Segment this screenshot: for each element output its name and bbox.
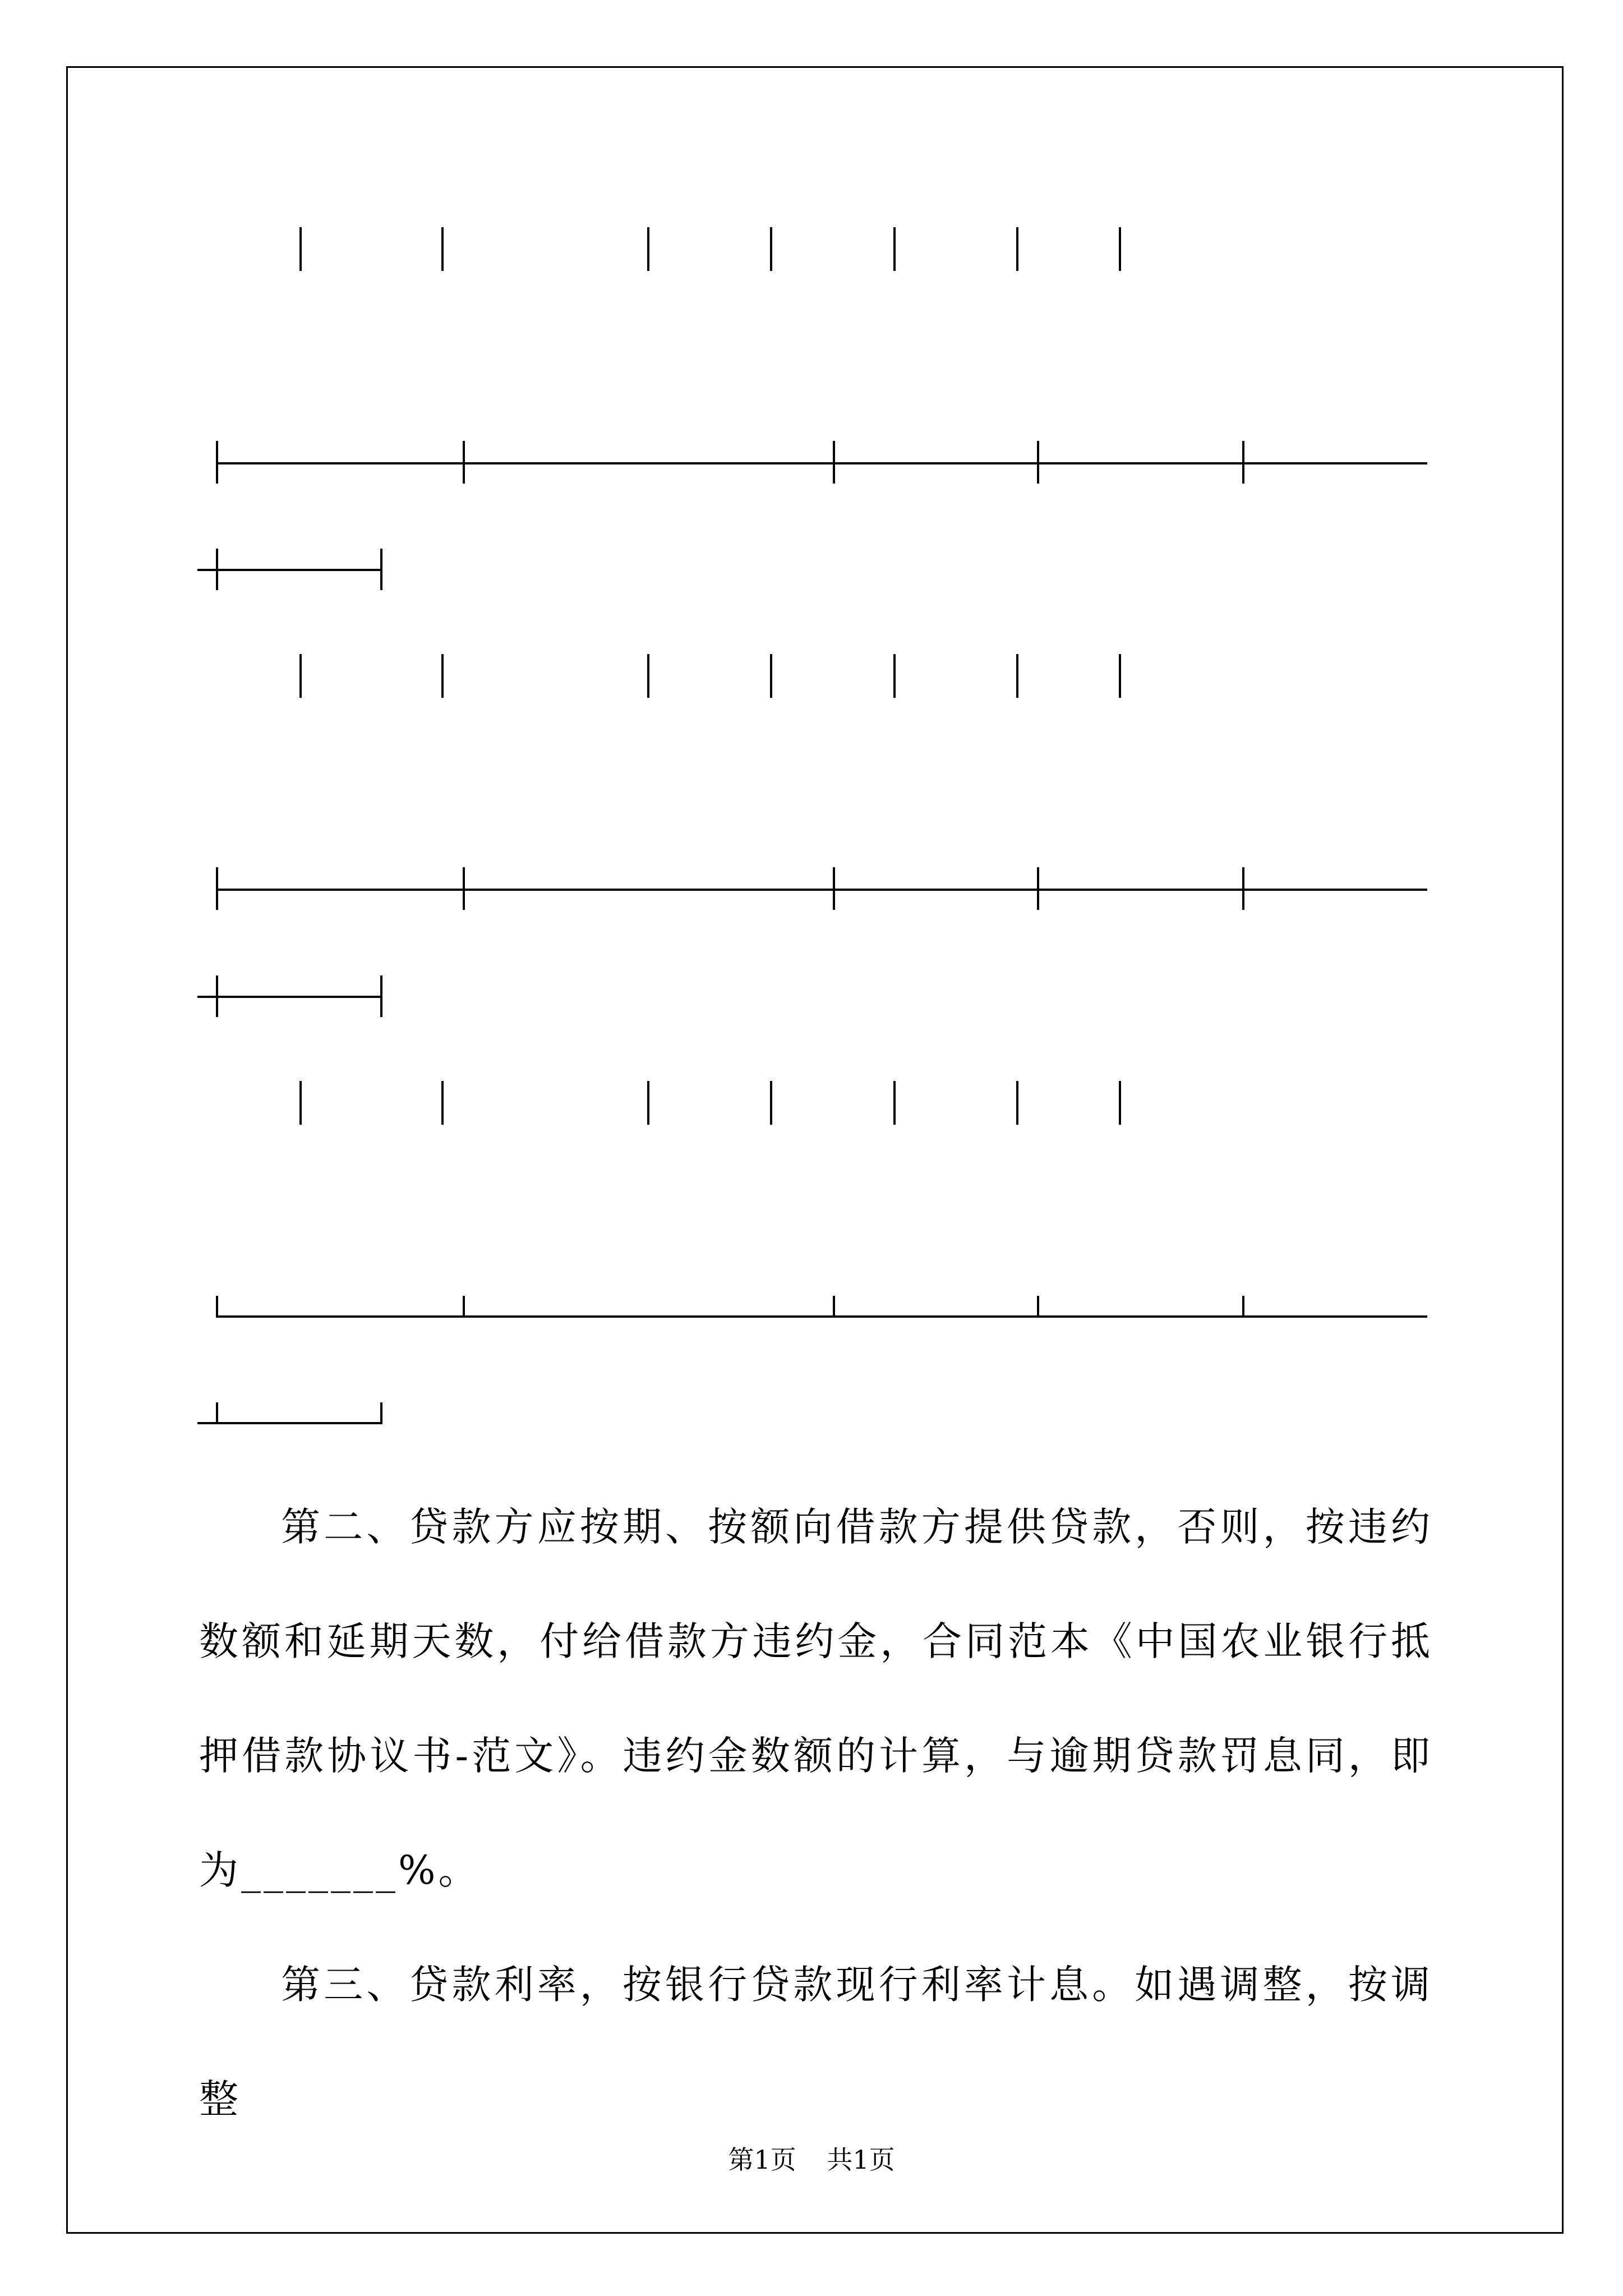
current-page-label: 第1页	[728, 2145, 796, 2175]
clause-3-paragraph: 第三、贷款利率，按银行贷款现行利率计息。如遇调整，按调整	[199, 1962, 1433, 2122]
page-footer	[0, 2139, 1623, 2177]
total-pages-label: 共1页	[827, 2145, 895, 2175]
clause-2-paragraph: 第二、贷款方应按期、按额向借款方提供贷款，否则，按违约数额和延期天数，付给借款方违约金，合同范本《中国农业银行抵押借款协议书-范文》。违约金数额的计算，与逾期贷款罚息同，即为_______%。	[199, 1504, 1433, 1893]
